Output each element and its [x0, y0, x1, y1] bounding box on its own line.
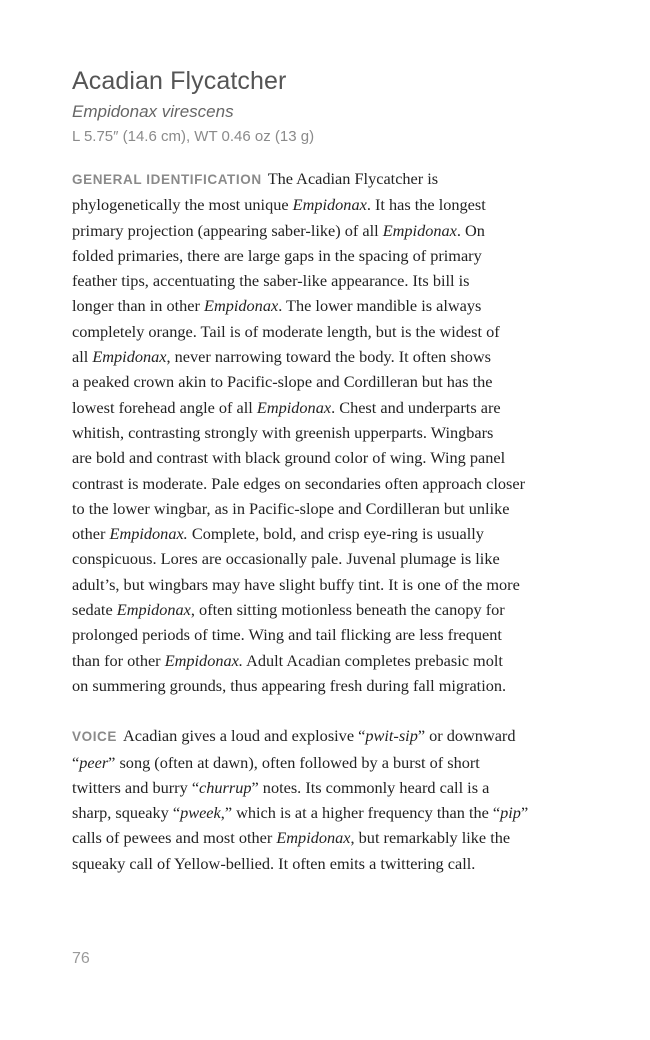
text-line	[72, 572, 572, 597]
text-line	[72, 344, 572, 369]
text-run: phylogenetically the most unique	[72, 195, 293, 215]
text-line	[72, 395, 572, 420]
text-line	[72, 243, 572, 268]
italic-text: Empidonax.	[109, 524, 188, 544]
text-run: , often sitting motionless beneath the canopy for	[190, 600, 505, 620]
text-run: adult’s, but wingbars may have slight buffy tint. It is one of the more	[72, 574, 520, 594]
text-line	[72, 723, 572, 749]
italic-text: Empidonax	[256, 397, 332, 417]
voice-paragraph	[72, 723, 572, 876]
italic-text: peer	[79, 752, 109, 772]
text-line	[72, 471, 572, 496]
text-line	[72, 218, 572, 243]
text-run: are bold and contrast with black ground color of wing. Wing panel	[72, 448, 506, 468]
text-line	[72, 648, 572, 673]
text-run: . It has the longest	[366, 195, 486, 215]
text-run: a peaked crown akin to Pacific-slope and Cordilleran but has the	[72, 372, 493, 392]
text-run: sedate	[72, 600, 117, 620]
text-run: lowest forehead angle of all	[72, 397, 257, 417]
text-line	[72, 192, 572, 217]
text-run: longer than in other	[72, 296, 205, 316]
text-run: whitish, contrasting strongly with greenish upperparts. Wingbars	[72, 422, 494, 442]
italic-text: Empidonax	[204, 296, 279, 316]
text-run: Adult Acadian completes prebasic molt	[242, 650, 503, 670]
text-line	[72, 673, 572, 698]
text-run: folded primaries, there are large gaps in the spacing of primary	[72, 245, 482, 265]
text-line	[72, 369, 572, 394]
text-run: ” song (often at dawn), often followed by a burst of short	[108, 752, 480, 772]
text-run: ,” which is at a higher frequency than the “	[220, 803, 501, 823]
text-run: on summering grounds, thus appearing fresh during fall migration.	[72, 675, 507, 695]
text-run: to the lower wingbar, as in Pacific-slope and Cordilleran but unlike	[72, 498, 510, 518]
page-number: 76	[72, 950, 90, 967]
italic-text: pip	[500, 803, 521, 823]
text-run: prolonged periods of time. Wing and tail flicking are less frequent	[72, 625, 502, 645]
text-line	[72, 521, 572, 546]
italic-text: pweek	[180, 803, 221, 823]
text-run: completely orange. Tail is of moderate length, but is the widest of	[72, 321, 500, 341]
section-heading: VOICE	[72, 729, 118, 745]
italic-text: Empidonax	[276, 828, 351, 848]
text-run: Acadian gives a loud and explosive “	[123, 726, 366, 746]
text-run: all	[72, 347, 93, 367]
italic-text: Empidonax.	[164, 650, 243, 670]
scientific-name: Empidonax virescens	[72, 102, 234, 121]
text-run: , never narrowing toward the body. It often shows	[166, 347, 491, 367]
text-line	[72, 166, 572, 192]
italic-text: pwit-sip	[365, 726, 418, 746]
species-title: Acadian Flycatcher	[72, 67, 287, 95]
text-run: . On	[456, 220, 485, 240]
text-run: primary projection (appearing saber-like) of all	[72, 220, 383, 240]
section-heading: GENERAL IDENTIFICATION	[72, 172, 262, 187]
text-run: “	[72, 752, 80, 772]
italic-text: Empidonax	[292, 195, 367, 215]
text-line	[72, 851, 572, 876]
general-identification-paragraph	[72, 166, 572, 698]
text-run: sharp, squeaky “	[72, 803, 181, 823]
text-run: ” notes. Its commonly heard call is a	[251, 777, 490, 797]
text-line	[72, 800, 572, 825]
text-line	[72, 825, 572, 850]
text-run: conspicuous. Lores are occasionally pale. Juvenal plumage is like	[72, 549, 500, 569]
text-line	[72, 546, 572, 571]
text-run: other	[72, 524, 110, 544]
text-run: ”	[520, 803, 529, 823]
italic-text: churrup	[199, 777, 252, 797]
italic-text: Empidonax	[92, 347, 167, 367]
text-line	[72, 268, 572, 293]
text-line	[72, 496, 572, 521]
text-run: . Chest and underparts are	[331, 397, 501, 417]
text-run: than for other	[72, 650, 165, 670]
text-run: , but remarkably like the	[350, 828, 511, 848]
text-run: feather tips, accentuating the saber-like appearance. Its bill is	[72, 271, 470, 291]
text-run: ” or downward	[417, 726, 516, 746]
text-run: squeaky call of Yellow-bellied. It often emits a twittering call.	[72, 853, 476, 873]
text-run: contrast is moderate. Pale edges on secondaries often approach closer	[72, 473, 525, 493]
text-run: twitters and burry “	[72, 777, 200, 797]
text-run: Complete, bold, and crisp eye-ring is usually	[187, 524, 484, 544]
text-line	[72, 293, 572, 318]
text-line	[72, 420, 572, 445]
text-line	[72, 597, 572, 622]
text-line	[72, 750, 572, 775]
measurements: L 5.75″ (14.6 cm), WT 0.46 oz (13 g)	[72, 128, 315, 145]
text-line	[72, 622, 572, 647]
text-line	[72, 319, 572, 344]
text-run: . The lower mandible is always	[278, 296, 482, 316]
text-line	[72, 775, 572, 800]
italic-text: Empidonax	[116, 600, 191, 620]
text-line	[72, 445, 572, 470]
italic-text: Empidonax	[382, 220, 457, 240]
text-run: calls of pewees and most other	[72, 828, 277, 848]
text-run: The Acadian Flycatcher is	[267, 169, 439, 188]
species-account	[72, 62, 572, 876]
